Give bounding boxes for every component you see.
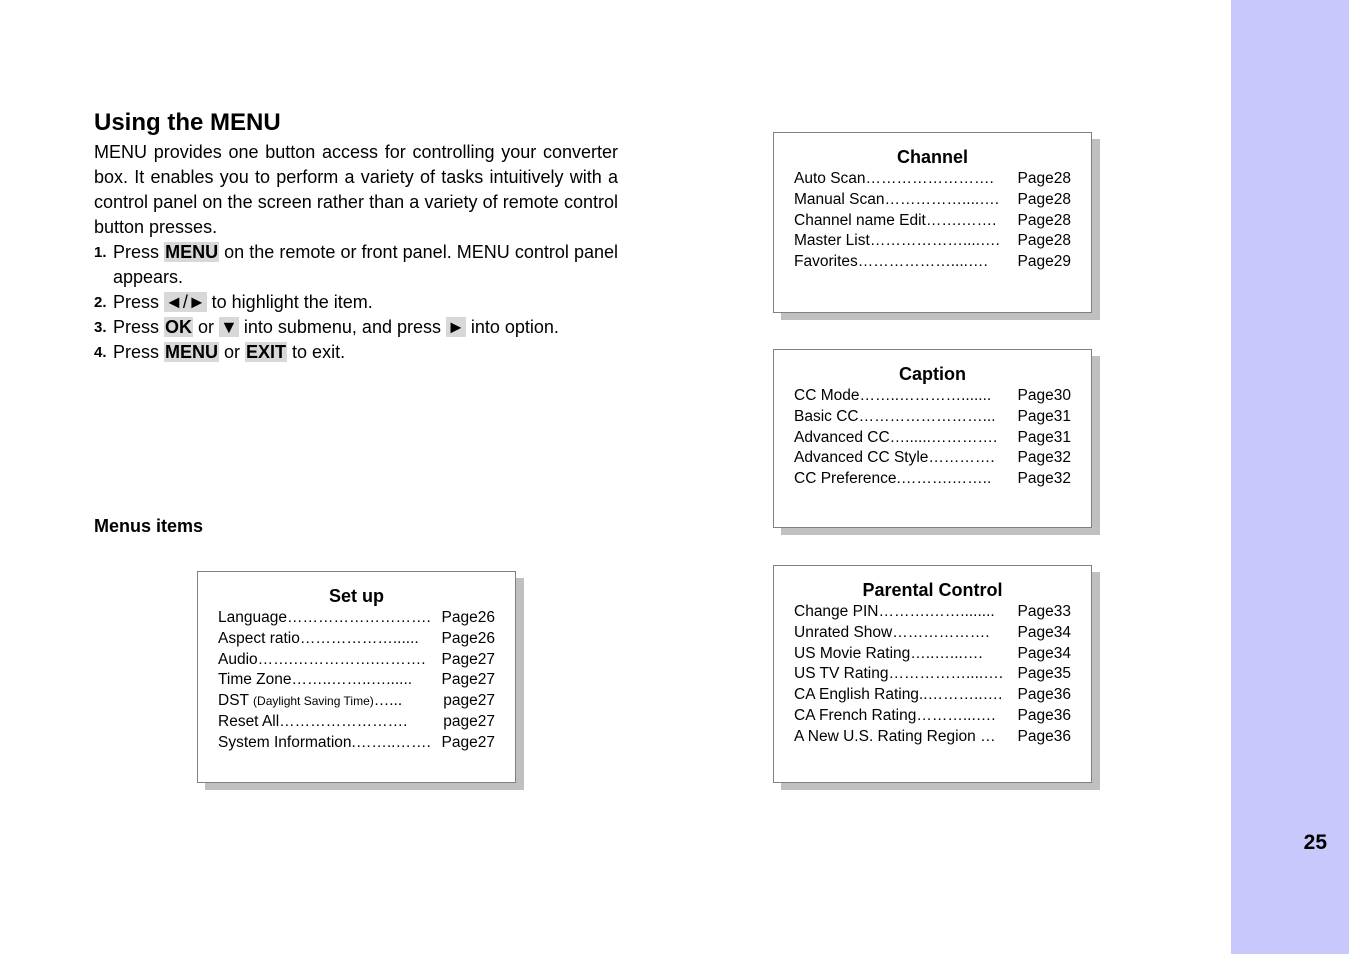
menu-item-leader: …..…...…. — [910, 644, 983, 662]
menu-item-label: DST — [218, 692, 254, 710]
menu-item — [218, 712, 495, 733]
menu-item-label: Audio — [218, 650, 258, 668]
step-text: Press — [113, 342, 165, 362]
menu-item-label: CC Mode — [794, 387, 860, 404]
menu-item — [218, 733, 495, 754]
step-3 — [94, 315, 618, 340]
page-number: 25 — [1303, 831, 1327, 854]
side-bar — [1231, 0, 1349, 954]
menu-item — [794, 428, 1071, 449]
menu-item-page: Page28 — [1017, 211, 1071, 229]
step-text: Press — [113, 292, 165, 312]
menu-item-leader: ………...…. — [916, 706, 996, 724]
menu-box-title: Set up — [328, 586, 384, 606]
menu-item-leader: ………………....…. — [869, 232, 1000, 250]
menu-item-page: Page36 — [1017, 706, 1071, 724]
menu-item-page: Page28 — [1017, 232, 1071, 250]
step-text: into submenu, and press — [238, 317, 446, 337]
menu-item-leader: ……..……. — [355, 733, 431, 751]
step-number: 1. — [94, 244, 107, 261]
step-text: or — [193, 317, 220, 337]
menu-item-page: Page28 — [1017, 190, 1071, 208]
step-text: Press — [113, 242, 165, 262]
menu-item-leader: ……….……........ — [878, 603, 995, 620]
menu-item-leader: ……………………. — [279, 712, 408, 730]
caption-menu-box — [773, 349, 1092, 528]
parental-control-menu-box — [773, 565, 1092, 783]
intro-paragraph: MENU provides one button access for controlling your converter box. It enables you to perform a variety of tasks intuitively with a control panel on the screen rather than a variety of remote control button presses. — [94, 142, 618, 237]
menu-item — [794, 231, 1071, 252]
step-text: into option. — [465, 317, 559, 337]
menu-item — [218, 691, 495, 712]
menu-item-label: US TV Rating — [794, 665, 889, 683]
menu-item-page: page27 — [443, 692, 495, 710]
menu-item — [794, 211, 1071, 232]
menu-item-page: Page29 — [1017, 253, 1071, 271]
menu-item-page: Page31 — [1017, 407, 1071, 425]
menu-box-title: Parental Control — [862, 580, 1003, 600]
step-1 — [94, 240, 618, 290]
page-title: Using the MENU — [94, 109, 281, 136]
menu-box-title: Caption — [899, 364, 966, 384]
menu-item-label: CA French Rating — [794, 706, 917, 724]
step-number: 3. — [94, 319, 107, 336]
menu-item-leader: ……………....…. — [888, 665, 1004, 683]
menu-item-label: Language — [218, 609, 287, 626]
menu-item-leader: ……..…………....... — [859, 387, 992, 404]
menu-item-leader: ………………...... — [299, 629, 419, 647]
step-number: 2. — [94, 294, 107, 311]
menu-item-leader: ………………………. — [286, 609, 431, 626]
exit-key: EXIT — [246, 342, 287, 362]
menu-item-leader: …………. — [928, 449, 995, 467]
left-right-arrow-key: ◄/► — [165, 292, 206, 312]
menu-item-leader: …….……. — [925, 211, 997, 229]
menu-item-page: Page34 — [1017, 644, 1071, 662]
menu-box-title: Channel — [896, 147, 968, 167]
menu-item-label: Advanced CC — [794, 428, 890, 446]
menu-item-label: US Movie Rating — [794, 644, 911, 662]
menu-item — [794, 727, 1071, 748]
menu-item-leader: ………..…. — [927, 686, 1003, 704]
step-text: or — [219, 342, 246, 362]
menu-item-label: Unrated Show — [794, 623, 893, 641]
step-4 — [94, 340, 618, 365]
menu-item-leader: ……..……..…...... — [291, 671, 413, 689]
step-text: to exit. — [287, 342, 346, 362]
step-text: on the remote or front panel. MENU control panel appears. — [113, 242, 618, 287]
menu-item — [218, 608, 495, 629]
menu-item-label: CC Preference. — [794, 470, 901, 488]
menu-item-page: Page32 — [1017, 470, 1071, 488]
menu-item — [794, 664, 1071, 685]
menu-item-leader: ……….…….. — [900, 470, 992, 488]
menu-item-list — [198, 608, 515, 754]
menu-item-leader: ………………....…. — [857, 253, 988, 271]
menu-item-list — [774, 602, 1091, 748]
menu-item-label: Manual Scan — [794, 190, 885, 208]
steps-list — [94, 240, 618, 365]
menu-item — [794, 448, 1071, 469]
menu-item — [794, 469, 1071, 490]
menu-item-label: Time Zone — [218, 671, 292, 689]
step-text: Press — [113, 317, 165, 337]
menu-item-page: Page28 — [1017, 170, 1071, 187]
menu-item-page: Page31 — [1017, 428, 1071, 446]
menu-item — [794, 623, 1071, 644]
menu-item — [794, 602, 1071, 623]
menu-item — [218, 629, 495, 650]
setup-menu-box — [197, 571, 516, 783]
menu-item-label: Basic CC — [794, 407, 859, 425]
menu-item-label: Advanced CC Style — [794, 449, 929, 467]
menu-item-label: Auto Scan — [794, 170, 866, 187]
menu-item-page: Page27 — [441, 671, 495, 689]
menu-item-leader: … — [975, 727, 996, 745]
menu-item — [794, 407, 1071, 428]
menu-item-leader: ……………………. — [865, 170, 994, 187]
menu-item-page: Page27 — [441, 733, 495, 751]
menu-item-page: Page35 — [1017, 665, 1071, 683]
menu-item-page: page27 — [443, 712, 495, 730]
menu-item-page: Page27 — [441, 650, 495, 668]
menu-item-label: A New U.S. Rating Region — [794, 727, 976, 745]
step-2 — [94, 290, 618, 315]
menu-item-label: Reset All — [218, 712, 280, 730]
menu-item-leader: …... — [373, 692, 403, 710]
menu-item-leader: …......…………. — [889, 428, 998, 446]
menu-item — [794, 386, 1071, 407]
menu-item-label: Aspect ratio — [218, 629, 300, 647]
down-arrow-key: ▼ — [220, 317, 238, 337]
menu-item-label: System Information. — [218, 733, 356, 751]
menu-item — [794, 190, 1071, 211]
menu-item-label: Change PIN — [794, 603, 879, 620]
menu-item-leader: …….…………….………. — [257, 650, 426, 668]
right-arrow-key: ► — [446, 317, 465, 337]
menu-item-note: (Daylight Saving Time) — [253, 694, 374, 709]
menu-item-page: Page36 — [1017, 727, 1071, 745]
menu-item-leader: ……………....…. — [884, 190, 1000, 208]
menu-item — [794, 706, 1071, 727]
menu-item-list — [774, 386, 1091, 490]
menu-item-page: Page26 — [441, 629, 495, 647]
menu-item-page: Page32 — [1017, 449, 1071, 467]
menu-item-leader: ……………………... — [858, 407, 996, 425]
channel-menu-box — [773, 132, 1092, 313]
menu-item — [794, 685, 1071, 706]
menu-item-page: Page30 — [1017, 387, 1071, 404]
menu-item-page: Page26 — [441, 609, 495, 626]
menu-key: MENU — [165, 342, 219, 362]
menu-item-label: CA English Rating.. — [794, 686, 928, 704]
menu-item — [794, 169, 1071, 190]
menus-items-heading: Menus items — [94, 516, 204, 536]
step-text: to highlight the item. — [206, 292, 373, 312]
menu-key: MENU — [165, 242, 219, 262]
menu-item-page: Page36 — [1017, 686, 1071, 704]
menu-item — [794, 252, 1071, 273]
menu-item-page: Page34 — [1017, 623, 1071, 641]
ok-key: OK — [165, 317, 193, 337]
menu-item — [218, 650, 495, 671]
menu-item-label: Channel name Edit — [794, 211, 926, 229]
menu-item-label: Favorites — [794, 253, 858, 271]
step-number: 4. — [94, 344, 107, 361]
menu-item-leader: ………………. — [892, 623, 990, 641]
menu-item-label: Master List — [794, 232, 870, 250]
menu-item-list — [774, 169, 1091, 273]
menu-item — [218, 670, 495, 691]
menu-item-page: Page33 — [1017, 603, 1071, 620]
menu-item — [794, 644, 1071, 665]
